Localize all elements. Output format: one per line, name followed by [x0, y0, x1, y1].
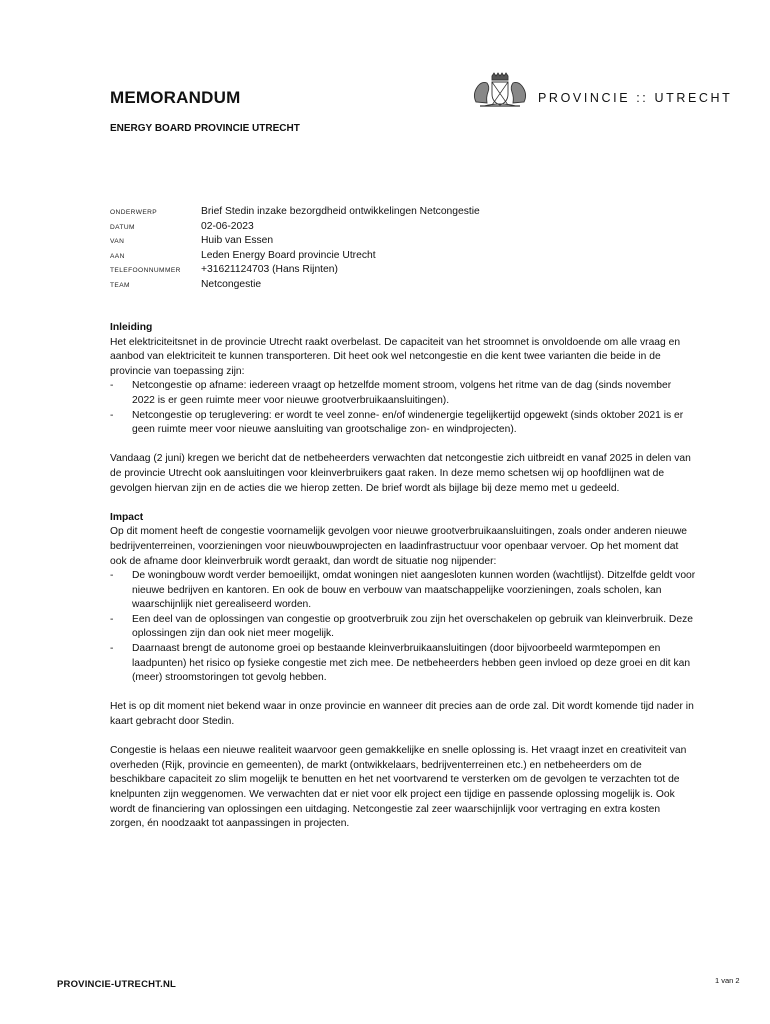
list-item-text: Een deel van de oplossingen van congestie op grootverbruik zou zijn het overschakelen op gebruik van kleinverbruik. Deze oplossingen zijn dan ook niet meer mogelijk. — [132, 613, 693, 640]
impact-intro: Op dit moment heeft de congestie voornamelijk gevolgen voor nieuwe grootverbruikaansluitingen, zoals onder anderen nieuwe bedrijventerreinen, voorzieningen voor nieuwbouwprojecten en laadinfrastructuur voor openbaar vervoer. Op het moment dat ook de afname door kleinverbruik wordt geraakt, dan wordt de situatie nog nijpender: — [110, 526, 687, 567]
meta-value: +31621124703 (Hans Rijnten) — [201, 264, 338, 276]
meta-value: Brief Stedin inzake bezorgdheid ontwikkelingen Netcongestie — [201, 206, 480, 217]
meta-row-aan — [110, 250, 670, 265]
meta-label: VAN — [110, 238, 125, 246]
list-item: - Netcongestie op afname: iedereen vraagt op hetzelfde moment stroom, volgens het ritme van de dag (sinds november 2022 is er geen ruimte meer voor nieuwe grootverbruikaansluitingen). — [110, 380, 672, 406]
meta-row-team — [110, 279, 670, 294]
meta-value: 02-06-2023 — [201, 220, 254, 232]
logo-wordmark: PROVINCIE :: UTRECHT — [538, 91, 733, 105]
meta-row-van — [110, 235, 670, 250]
list-item: - De woningbouw wordt verder bemoeilijkt, omdat woningen niet aangesloten kunnen worden (wachtlijst). Ditzelfde geldt voor nieuwe bedrijven en kantoren. En ook de bouw en verbouw van maatschappelijke voorzieningen, zoals scholen, kan waarschijnlijk niet gerealiseerd worden. — [110, 570, 696, 611]
page-number: 1 van 2 — [715, 976, 740, 985]
section-heading-impact: Impact — [110, 511, 144, 523]
impact-paragraph: Congestie is helaas een nieuwe realiteit waarvoor geen gemakkelijke en snelle oplossing is. Het vraagt inzet en creativiteit van overheden (Rijk, provincie en gemeenten), de markt (ontwikkelaars, bedrijventerreinen etc.) en netbeheerders om de beschikbare capaciteit zo slim mogelijk te benutten en het net voortvarend te versterken om de gevolgen te verzachten tot de knelpunten zijn weggenomen. We verwachten dat er niet voor elk project een tijdige en passende oplossing mogelijk is. Ook wordt de financiering van oplossingen een uitdaging. Netcongestie zal zeer waarschijnlijk voor vertraging en extra kosten zorgen, én noodzaakt tot aanpassingen in projecten. — [110, 745, 687, 830]
list-item-text: Netcongestie op teruglevering: er wordt te veel zonne- en/of windenergie tegelijkertijd opgewekt (sinds oktober 2021 is er geen ruimte meer voor nieuwe aansluiting van grootschalige zon- en windprojecten). — [132, 409, 684, 436]
list-item-text: De woningbouw wordt verder bemoeilijkt, omdat woningen niet aangesloten kunnen worden (wachtlijst). Ditzelfde geldt voor nieuwe bedrijven en kantoren. En ook de bouw en verbouw van maatschappelijke voorzieningen, zoals scholen, kan waarschijnlijk niet gerealiseerd worden. — [132, 570, 696, 611]
meta-value: Netcongestie — [201, 278, 262, 290]
inleiding-intro: Het elektriciteitsnet in de provincie Utrecht raakt overbelast. De capaciteit van het stroomnet is onvoldoende om alle vraag en aanbod van elektriciteit te kunnen transporteren. Dit heet ook wel netcongestie en die kent twee varianten die beide in de provincie van toepassing zijn: — [110, 336, 681, 377]
meta-label: AAN — [110, 252, 125, 260]
provincie-utrecht-logo — [470, 72, 740, 110]
meta-row-onderwerp — [110, 206, 670, 221]
meta-label: TEAM — [110, 281, 130, 289]
list-item: - Een deel van de oplossingen van congestie op grootverbruik zou zijn het overschakelen op gebruik van kleinverbruik. Deze oplossingen zijn dan ook niet meer mogelijk. — [110, 613, 693, 640]
meta-value: Leden Energy Board provincie Utrecht — [201, 249, 376, 261]
meta-label: TELEFOONNUMMER — [110, 267, 181, 275]
list-item: - Netcongestie op teruglevering: er wordt te veel zonne- en/of windenergie tegelijkertijd opgewekt (sinds oktober 2021 is er geen ruimte meer voor nieuwe aansluiting van grootschalige zon- en windprojecten). — [110, 409, 684, 436]
document-subtitle: ENERGY BOARD PROVINCIE UTRECHT — [110, 123, 300, 134]
list-item-text: Netcongestie op afname: iedereen vraagt op hetzelfde moment stroom, volgens het ritme van de dag (sinds november 2022 is er geen ruimte meer voor nieuwe grootverbruikaansluitingen). — [132, 380, 672, 406]
meta-label: ONDERWERP — [110, 209, 158, 216]
document-title: MEMORANDUM — [110, 88, 241, 107]
memo-metadata — [110, 206, 670, 294]
footer-website-link[interactable]: PROVINCIE-UTRECHT.NL — [57, 979, 177, 990]
meta-label: DATUM — [110, 223, 135, 231]
list-item: - Daarnaast brengt de autonome groei op bestaande kleinverbruikaansluitingen (door bijvoorbeeld warmtepompen en laadpunten) het risico op fysieke congestie met zich mee. De netbeheerders hebben geen invloed op deze groei en dit kan (meer) stroomstoringen tot gevolg hebben. — [110, 643, 691, 684]
impact-bullet-list — [110, 569, 696, 686]
impact-paragraph: Het is op dit moment niet bekend waar in onze provincie en wanneer dit precies aan de orde zal. Dit wordt komende tijd nader in kaart gebracht door Stedin. — [110, 701, 694, 728]
meta-row-datum — [110, 221, 670, 236]
section-heading-inleiding: Inleiding — [110, 322, 153, 333]
inleiding-bullet-list — [110, 379, 696, 437]
coat-of-arms-icon — [470, 72, 530, 108]
meta-value: Huib van Essen — [201, 235, 274, 247]
inleiding-paragraph: Vandaag (2 juni) kregen we bericht dat de netbeheerders verwachten dat netcongestie zich uitbreidt en vanaf 2025 in delen van de provincie Utrecht ook aansluitingen voor kleinverbruikers gaat raken. In deze memo schetsen wij op hoofdlijnen wat de gevolgen hiervan zijn en de acties die we hierop zetten. De brief wordt als bijlage bij deze memo met u gedeeld. — [110, 453, 691, 494]
meta-row-telefoonnummer — [110, 264, 670, 279]
list-item-text: Daarnaast brengt de autonome groei op bestaande kleinverbruikaansluitingen (door bijvoorbeeld warmtepompen en laadpunten) het risico op fysieke congestie met zich mee. De netbeheerders hebben geen invloed op deze groei en dit kan (meer) stroomstoringen tot gevolg hebben. — [132, 643, 691, 684]
memo-body — [110, 321, 696, 832]
